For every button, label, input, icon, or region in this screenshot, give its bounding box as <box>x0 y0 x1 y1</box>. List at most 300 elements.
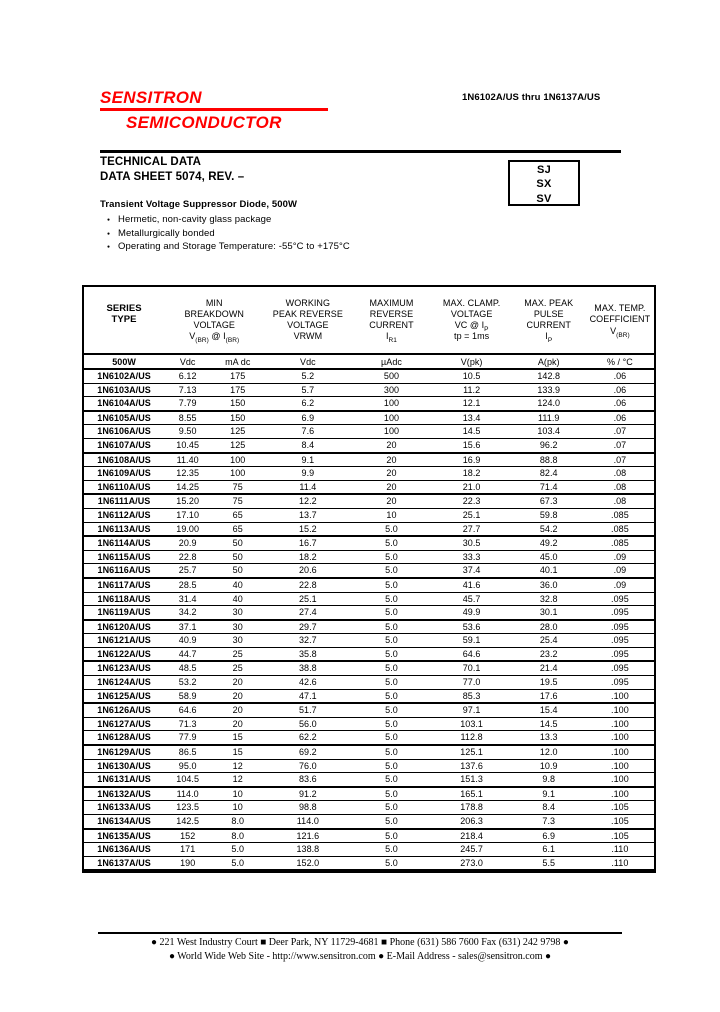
cell-value: .06 <box>586 383 654 397</box>
table-row <box>84 480 654 494</box>
table-row <box>84 606 654 620</box>
cell-series-type: 1N6126A/US <box>84 703 164 717</box>
cell-value: 175 <box>211 369 264 383</box>
cell-value: 71.3 <box>164 717 211 731</box>
cell-value: 25.4 <box>512 634 586 648</box>
table-row <box>84 592 654 606</box>
footer <box>60 936 660 964</box>
cell-value: 5.0 <box>351 829 431 843</box>
cell-value: .095 <box>586 676 654 690</box>
list-item: ● Metallurgically bonded <box>118 227 490 241</box>
cell-value: 10 <box>211 787 264 801</box>
cell-value: 34.2 <box>164 606 211 620</box>
footer-web-email: ● World Wide Web Site - http://www.sensitron.com ● E-Mail Address - sales@sensitron.com ● <box>168 951 552 962</box>
table-row <box>84 536 654 550</box>
table-row <box>84 411 654 425</box>
cell-value: 178.8 <box>432 801 512 815</box>
cell-value: .085 <box>586 536 654 550</box>
cell-value: 125.1 <box>432 745 512 759</box>
cell-value: 59.1 <box>432 634 512 648</box>
cell-value: .095 <box>586 592 654 606</box>
col-header-working-peak-reverse-voltage <box>264 287 351 354</box>
cell-value: .100 <box>586 773 654 787</box>
cell-value: 88.8 <box>512 453 586 467</box>
cell-value: 14.5 <box>432 425 512 439</box>
col-header-symbol: $V_{(BR)}$ <box>610 325 630 339</box>
col-header-line: MIN <box>205 297 223 308</box>
cell-value: 20.6 <box>264 564 351 578</box>
cell-series-type: 1N6108A/US <box>84 453 164 467</box>
cell-value: .07 <box>586 438 654 452</box>
col-header-symbol: $I_P$ <box>545 331 553 344</box>
cell-value: 29.7 <box>264 620 351 634</box>
table-row <box>84 829 654 843</box>
cell-value: 5.0 <box>351 550 431 564</box>
cell-value: 40.9 <box>164 634 211 648</box>
col-header-series-type <box>84 287 164 354</box>
cell-series-type: 1N6133A/US <box>84 801 164 815</box>
logo-underline <box>100 108 328 111</box>
cell-value: 71.4 <box>512 480 586 494</box>
col-header-symbol: $I_{R1}$ <box>385 331 397 344</box>
cell-value: 10.45 <box>164 438 211 452</box>
cell-value: .110 <box>586 843 654 857</box>
cell-series-type: 1N6104A/US <box>84 397 164 411</box>
cell-value: 75 <box>211 480 264 494</box>
cell-value: 15.4 <box>512 703 586 717</box>
part-number-range: 1N6102A/US thru 1N6137A/US <box>462 92 601 103</box>
cell-value: 7.6 <box>264 425 351 439</box>
unit-breakdown-current: mA dc <box>211 354 264 369</box>
cell-value: 98.8 <box>264 801 351 815</box>
table-row <box>84 773 654 787</box>
table-row <box>84 453 654 467</box>
list-item: ● Hermetic, non-cavity glass package <box>118 213 490 227</box>
cell-value: 86.5 <box>164 745 211 759</box>
cell-value: 20.9 <box>164 536 211 550</box>
datasheet-revision: DATA SHEET 5074, REV. – <box>100 171 245 183</box>
cell-value: 19.00 <box>164 522 211 536</box>
unit-clamp-voltage: V(pk) <box>432 354 512 369</box>
cell-series-type: 1N6119A/US <box>84 606 164 620</box>
cell-value: 150 <box>211 411 264 425</box>
cell-value: 83.6 <box>264 773 351 787</box>
cell-value: 31.4 <box>164 592 211 606</box>
technical-data-block <box>100 155 490 254</box>
header-divider <box>100 150 621 153</box>
cell-value: 5.0 <box>351 536 431 550</box>
cell-value: 20 <box>351 480 431 494</box>
cell-value: 14.25 <box>164 480 211 494</box>
cell-series-type: 1N6105A/US <box>84 411 164 425</box>
cell-value: 103.1 <box>432 717 512 731</box>
cell-value: 5.0 <box>351 676 431 690</box>
cell-value: 64.6 <box>164 703 211 717</box>
cell-value: .06 <box>586 411 654 425</box>
cell-series-type: 1N6127A/US <box>84 717 164 731</box>
cell-value: 65 <box>211 508 264 522</box>
company-logo <box>100 88 330 132</box>
table-row <box>84 647 654 661</box>
cell-value: 30.5 <box>432 536 512 550</box>
cell-value: 30.1 <box>512 606 586 620</box>
cell-value: 114.0 <box>164 787 211 801</box>
cell-value: 5.0 <box>351 843 431 857</box>
table-row <box>84 369 654 383</box>
cell-value: 49.9 <box>432 606 512 620</box>
cell-value: 5.0 <box>351 773 431 787</box>
cell-value: 8.0 <box>211 829 264 843</box>
cell-value: 10 <box>351 508 431 522</box>
cell-value: 9.1 <box>512 787 586 801</box>
cell-series-type: 1N6115A/US <box>84 550 164 564</box>
cell-value: 6.9 <box>512 829 586 843</box>
cell-value: 5.7 <box>264 383 351 397</box>
cell-series-type: 1N6120A/US <box>84 620 164 634</box>
cell-value: 5.0 <box>351 717 431 731</box>
cell-value: 5.0 <box>211 856 264 870</box>
unit-working-voltage: Vdc <box>264 354 351 369</box>
cell-value: 15.6 <box>432 438 512 452</box>
cell-value: 97.1 <box>432 703 512 717</box>
cell-value: 20 <box>211 676 264 690</box>
table-row <box>84 620 654 634</box>
cell-value: 7.13 <box>164 383 211 397</box>
cell-value: 171 <box>164 843 211 857</box>
table-row <box>84 397 654 411</box>
cell-value: 91.2 <box>264 787 351 801</box>
cell-value: 14.5 <box>512 717 586 731</box>
cell-value: 9.9 <box>264 467 351 481</box>
cell-value: .08 <box>586 494 654 508</box>
col-header-line: TYPE <box>111 314 137 326</box>
cell-value: 9.8 <box>512 773 586 787</box>
cell-value: 18.2 <box>264 550 351 564</box>
cell-value: 22.8 <box>264 578 351 592</box>
cell-value: 5.0 <box>351 647 431 661</box>
cell-series-type: 1N6103A/US <box>84 383 164 397</box>
table-row <box>84 383 654 397</box>
cell-series-type: 1N6117A/US <box>84 578 164 592</box>
cell-value: 28.0 <box>512 620 586 634</box>
cell-value: 12 <box>211 773 264 787</box>
cell-value: 100 <box>351 411 431 425</box>
cell-value: 10.9 <box>512 759 586 773</box>
cell-value: 32.8 <box>512 592 586 606</box>
unit-reverse-current: µAdc <box>351 354 431 369</box>
table-row <box>84 634 654 648</box>
cell-value: 16.9 <box>432 453 512 467</box>
cell-series-type: 1N6116A/US <box>84 564 164 578</box>
cell-value: 206.3 <box>432 815 512 829</box>
cell-value: .09 <box>586 564 654 578</box>
cell-value: 245.7 <box>432 843 512 857</box>
cell-value: 69.2 <box>264 745 351 759</box>
cell-value: 112.8 <box>432 731 512 745</box>
cell-value: 12 <box>211 759 264 773</box>
cell-value: 7.79 <box>164 397 211 411</box>
table-row <box>84 550 654 564</box>
cell-value: 5.0 <box>351 620 431 634</box>
cell-value: 35.8 <box>264 647 351 661</box>
col-header-line: PULSE <box>533 308 564 319</box>
cell-value: 42.6 <box>264 676 351 690</box>
cell-value: 6.1 <box>512 843 586 857</box>
cell-value: 13.3 <box>512 731 586 745</box>
table-body <box>84 369 654 870</box>
table-row <box>84 787 654 801</box>
table-row <box>84 676 654 690</box>
cell-value: .100 <box>586 787 654 801</box>
table-row <box>84 578 654 592</box>
cell-value: 36.0 <box>512 578 586 592</box>
cell-value: 11.40 <box>164 453 211 467</box>
cell-value: .105 <box>586 829 654 843</box>
cell-series-type: 1N6121A/US <box>84 634 164 648</box>
cell-series-type: 1N6132A/US <box>84 787 164 801</box>
cell-value: 5.0 <box>351 815 431 829</box>
cell-value: 20 <box>351 438 431 452</box>
cell-value: 151.3 <box>432 773 512 787</box>
specification-table <box>82 285 656 873</box>
cell-value: 45.7 <box>432 592 512 606</box>
cell-value: 51.7 <box>264 703 351 717</box>
col-header-line: WORKING <box>285 297 331 308</box>
col-header-max-temp-coefficient <box>586 287 654 354</box>
cell-value: 53.6 <box>432 620 512 634</box>
cell-value: 11.4 <box>264 480 351 494</box>
cell-series-type: 1N6130A/US <box>84 759 164 773</box>
cell-value: 123.5 <box>164 801 211 815</box>
cell-value: 5.0 <box>351 703 431 717</box>
table-row <box>84 745 654 759</box>
cell-value: 38.8 <box>264 661 351 675</box>
cell-value: 50 <box>211 564 264 578</box>
footer-divider <box>98 932 622 934</box>
cell-value: 12.2 <box>264 494 351 508</box>
cell-value: 190 <box>164 856 211 870</box>
cell-value: 5.0 <box>351 522 431 536</box>
col-header-maximum-reverse-current <box>351 287 431 354</box>
cell-series-type: 1N6112A/US <box>84 508 164 522</box>
cell-value: 9.50 <box>164 425 211 439</box>
cell-value: 16.7 <box>264 536 351 550</box>
cell-series-type: 1N6129A/US <box>84 745 164 759</box>
table-row <box>84 661 654 675</box>
cell-value: 50 <box>211 536 264 550</box>
cell-value: 47.1 <box>264 689 351 703</box>
cell-value: 5.0 <box>351 592 431 606</box>
package-option-sx: SX <box>536 178 552 191</box>
cell-value: 30 <box>211 634 264 648</box>
cell-value: 8.4 <box>512 801 586 815</box>
cell-value: 50 <box>211 550 264 564</box>
cell-value: 12.0 <box>512 745 586 759</box>
cell-value: .08 <box>586 480 654 494</box>
cell-value: 40.1 <box>512 564 586 578</box>
cell-value: 37.4 <box>432 564 512 578</box>
cell-value: 37.1 <box>164 620 211 634</box>
table-row <box>84 703 654 717</box>
cell-value: 5.0 <box>351 606 431 620</box>
cell-value: 100 <box>211 467 264 481</box>
cell-value: 15 <box>211 745 264 759</box>
cell-value: 152 <box>164 829 211 843</box>
cell-value: 10 <box>211 801 264 815</box>
cell-value: 12.1 <box>432 397 512 411</box>
cell-value: 12.35 <box>164 467 211 481</box>
cell-value: 56.0 <box>264 717 351 731</box>
cell-value: .08 <box>586 467 654 481</box>
cell-value: 59.8 <box>512 508 586 522</box>
cell-value: 111.9 <box>512 411 586 425</box>
logo-line-semiconductor: SEMICONDUCTOR <box>126 113 282 132</box>
footer-address: ● 221 West Industry Court ■ Deer Park, NY 11729-4681 ■ Phone (631) 586 7600 Fax (631) 242 9798 ● <box>151 937 569 948</box>
col-header-line: MAX. TEMP. <box>594 303 646 314</box>
cell-value: 133.9 <box>512 383 586 397</box>
cell-value: .100 <box>586 745 654 759</box>
cell-value: 95.0 <box>164 759 211 773</box>
cell-value: 20 <box>211 689 264 703</box>
cell-value: 15.20 <box>164 494 211 508</box>
cell-value: 77.9 <box>164 731 211 745</box>
table-header-row <box>84 287 654 354</box>
cell-value: 150 <box>211 397 264 411</box>
cell-value: 500 <box>351 369 431 383</box>
cell-value: .105 <box>586 801 654 815</box>
col-header-line: MAX. CLAMP. <box>442 297 501 308</box>
table-units-row <box>84 354 654 369</box>
cell-value: 32.7 <box>264 634 351 648</box>
table-row <box>84 815 654 829</box>
cell-value: 21.4 <box>512 661 586 675</box>
cell-value: .100 <box>586 689 654 703</box>
list-item: ● Operating and Storage Temperature: -55°C to +175°C <box>118 240 490 254</box>
cell-value: 67.3 <box>512 494 586 508</box>
col-header-line: MAXIMUM <box>369 297 414 308</box>
cell-value: 13.4 <box>432 411 512 425</box>
unit-temp-coefficient: % / °C <box>586 354 654 369</box>
cell-series-type: 1N6109A/US <box>84 467 164 481</box>
cell-value: 5.0 <box>351 689 431 703</box>
col-header-line: CURRENT <box>369 320 414 330</box>
cell-value: 142.8 <box>512 369 586 383</box>
cell-value: 82.4 <box>512 467 586 481</box>
cell-value: .085 <box>586 508 654 522</box>
table-row <box>84 689 654 703</box>
product-description: Transient Voltage Suppressor Diode, 500W <box>100 199 298 210</box>
unit-breakdown-voltage: Vdc <box>164 354 211 369</box>
cell-value: 6.12 <box>164 369 211 383</box>
cell-value: 23.2 <box>512 647 586 661</box>
col-header-condition: tp = 1ms <box>454 331 490 342</box>
col-header-line: CURRENT <box>526 320 571 330</box>
cell-value: .105 <box>586 815 654 829</box>
cell-value: 5.0 <box>351 801 431 815</box>
cell-value: .100 <box>586 703 654 717</box>
cell-value: 54.2 <box>512 522 586 536</box>
cell-value: .095 <box>586 634 654 648</box>
cell-value: 20 <box>351 494 431 508</box>
cell-value: 100 <box>351 397 431 411</box>
cell-value: .110 <box>586 856 654 870</box>
cell-value: 22.8 <box>164 550 211 564</box>
col-header-max-clamp-voltage <box>432 287 512 354</box>
cell-value: .100 <box>586 717 654 731</box>
page-title: TECHNICAL DATA <box>100 156 202 168</box>
cell-value: 5.0 <box>351 578 431 592</box>
cell-value: 44.7 <box>164 647 211 661</box>
cell-value: 104.5 <box>164 773 211 787</box>
col-header-symbol: VRWM <box>293 331 323 342</box>
cell-value: 53.2 <box>164 676 211 690</box>
logo-line-sensitron: SENSITRON <box>100 88 202 107</box>
cell-series-type: 1N6134A/US <box>84 815 164 829</box>
cell-series-type: 1N6102A/US <box>84 369 164 383</box>
cell-series-type: 1N6118A/US <box>84 592 164 606</box>
col-header-line: VOLTAGE <box>193 320 235 330</box>
cell-value: 25.1 <box>264 592 351 606</box>
cell-value: 5.0 <box>351 731 431 745</box>
cell-value: 19.5 <box>512 676 586 690</box>
feature-list <box>100 213 490 254</box>
cell-value: 20 <box>351 467 431 481</box>
cell-value: 33.3 <box>432 550 512 564</box>
cell-value: 124.0 <box>512 397 586 411</box>
col-header-line: SERIES <box>106 303 142 315</box>
cell-series-type: 1N6106A/US <box>84 425 164 439</box>
cell-value: 22.3 <box>432 494 512 508</box>
cell-value: 25 <box>211 661 264 675</box>
cell-value: 300 <box>351 383 431 397</box>
cell-series-type: 1N6137A/US <box>84 856 164 870</box>
cell-value: 6.9 <box>264 411 351 425</box>
col-header-line: MAX. PEAK <box>524 297 574 308</box>
cell-series-type: 1N6110A/US <box>84 480 164 494</box>
cell-value: 18.2 <box>432 467 512 481</box>
cell-series-type: 1N6122A/US <box>84 647 164 661</box>
cell-value: 165.1 <box>432 787 512 801</box>
cell-value: 5.0 <box>351 759 431 773</box>
cell-series-type: 1N6111A/US <box>84 494 164 508</box>
cell-value: 7.3 <box>512 815 586 829</box>
cell-value: 20 <box>211 703 264 717</box>
cell-value: 17.10 <box>164 508 211 522</box>
cell-value: 8.55 <box>164 411 211 425</box>
table-row <box>84 759 654 773</box>
cell-value: 21.0 <box>432 480 512 494</box>
col-header-line: BREAKDOWN <box>184 308 244 319</box>
cell-value: 64.6 <box>432 647 512 661</box>
cell-value: 25.7 <box>164 564 211 578</box>
cell-value: .09 <box>586 578 654 592</box>
table-row <box>84 843 654 857</box>
cell-value: 20 <box>211 717 264 731</box>
cell-value: 5.0 <box>351 661 431 675</box>
cell-value: .06 <box>586 369 654 383</box>
col-header-line: VOLTAGE <box>287 320 329 330</box>
cell-value: 45.0 <box>512 550 586 564</box>
cell-series-type: 1N6125A/US <box>84 689 164 703</box>
cell-value: 75 <box>211 494 264 508</box>
cell-series-type: 1N6124A/US <box>84 676 164 690</box>
cell-value: .07 <box>586 425 654 439</box>
cell-value: 273.0 <box>432 856 512 870</box>
cell-value: 13.7 <box>264 508 351 522</box>
cell-value: 27.7 <box>432 522 512 536</box>
cell-value: 17.6 <box>512 689 586 703</box>
cell-value: 25 <box>211 647 264 661</box>
